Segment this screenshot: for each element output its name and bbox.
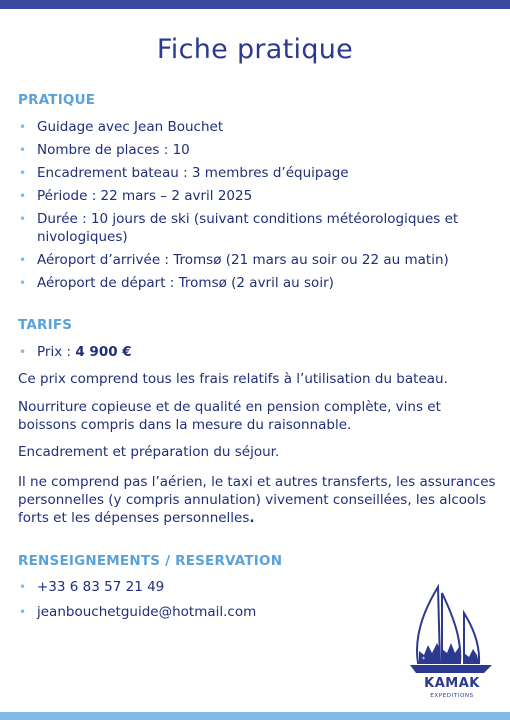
tarifs-paragraph: Encadrement et préparation du séjour.	[18, 444, 280, 460]
contact-email-item	[18, 603, 398, 621]
tarifs-paragraph: Nourriture copieuse et de qualité en pension complète, vins et boissons compris dans la mesure du raisonnable.	[18, 399, 441, 433]
contact-phone-item	[18, 578, 398, 596]
logo-name: KAMAK	[424, 676, 480, 691]
tarifs-list	[18, 343, 488, 366]
bullet-icon: •	[19, 166, 27, 180]
price-value: 4 900 €	[75, 344, 132, 360]
section-heading-tarifs: TARIFS	[18, 317, 73, 333]
bullet-icon: •	[19, 253, 27, 267]
bullet-icon: •	[19, 605, 27, 619]
svg-text:*: *	[422, 656, 425, 663]
page-title: Fiche pratique	[156, 34, 354, 65]
bullet-icon: •	[19, 276, 27, 290]
list-item: • Nombre de places : 10	[19, 142, 190, 158]
tarifs-paragraph: Ce prix comprend tous les frais relatifs à l’utilisation du bateau.	[18, 371, 448, 387]
bullet-icon: •	[19, 212, 27, 226]
price-item	[18, 343, 488, 361]
top-accent-bar	[0, 0, 510, 9]
bottom-accent-bar	[0, 712, 510, 720]
bullet-icon: •	[19, 120, 27, 134]
pratique-list	[18, 118, 488, 297]
list-item: • Période : 22 mars – 2 avril 2025	[19, 188, 253, 204]
bullet-icon: •	[19, 580, 27, 594]
section-heading-contact: RENSEIGNEMENTS / RESERVATION	[18, 553, 283, 569]
email-address[interactable]: jeanbouchetguide@hotmail.com	[37, 604, 257, 620]
kamak-logo	[404, 583, 500, 709]
list-item: • Aéroport d’arrivée : Tromsø (21 mars au soir ou 22 au matin)	[19, 252, 449, 268]
bullet-icon: •	[19, 143, 27, 157]
list-item: • Durée : 10 jours de ski (suivant conditions météorologiques et nivologiques)	[19, 211, 459, 245]
list-item: • Aéroport de départ : Tromsø (2 avril au soir)	[19, 275, 334, 291]
bullet-icon: •	[19, 189, 27, 203]
price-label: Prix :	[37, 344, 76, 360]
list-item: • Guidage avec Jean Bouchet	[19, 119, 224, 135]
sailboat-logo-icon	[404, 583, 500, 675]
logo-subtitle: EXPEDITIONS	[430, 693, 474, 699]
phone-number[interactable]: +33 6 83 57 21 49	[37, 579, 165, 595]
section-heading-pratique: PRATIQUE	[18, 92, 96, 108]
tarifs-paragraph: Il ne comprend pas l’aérien, le taxi et autres transferts, les assurances personnelles (y compris annulation) vivement conseillées, les alcools forts et les dépenses personnelles.	[18, 474, 496, 526]
contact-list	[18, 578, 398, 626]
list-item: • Encadrement bateau : 3 membres d’équipage	[19, 165, 349, 181]
bullet-icon: •	[19, 345, 27, 359]
